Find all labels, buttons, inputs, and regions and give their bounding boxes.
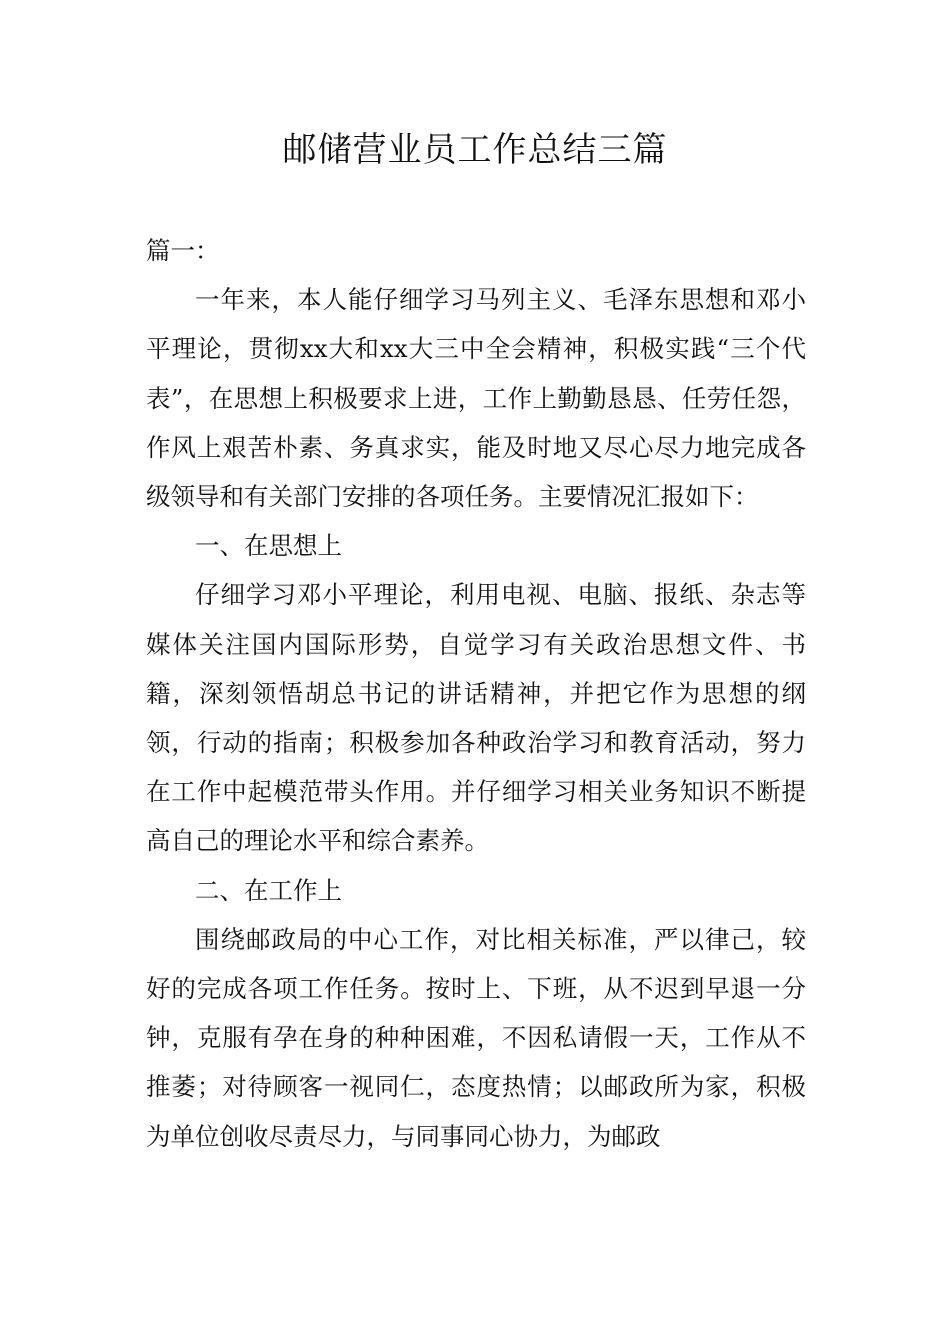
section-label: 篇一：: [146, 236, 220, 265]
heading-thought: 一、在思想上: [195, 531, 342, 561]
document-title: 邮储营业员工作总结三篇: [282, 130, 668, 170]
document-body: [146, 226, 806, 1161]
paragraph-intro: 一年来，本人能仔细学习马列主义、毛泽东思想和邓小平理论，贯彻xx大和xx大三中全会精神，积极实践“三个代表”，在思想上积极要求上进，工作上勤勤恳恳、任劳任怨，作风上艰苦朴素、务真求实，能及时地又尽心尽力地完成各级领导和有关部门安排的各项任务。主要情况汇报如下：: [146, 285, 806, 512]
paragraph-work: 围绕邮政局的中心工作，对比相关标准，严以律己，较好的完成各项工作任务。按时上、下班，从不迟到早退一分钟，克服有孕在身的种种困难，不因私请假一天，工作从不推萎；对待顾客一视同仁，态度热情；以邮政所为家，积极为单位创收尽责尽力，与同事同心协力，为邮政: [146, 924, 806, 1151]
paragraph-thought: 仔细学习邓小平理论，利用电视、电脑、报纸、杂志等媒体关注国内国际形势，自觉学习有关政治思想文件、书籍，深刻领悟胡总书记的讲话精神，并把它作为思想的纲领，行动的指南；积极参加各种政治学习和教育活动，努力在工作中起模范带头作用。并仔细学习相关业务知识不断提高自己的理论水平和综合素养。: [146, 580, 806, 856]
heading-work: 二、在工作上: [195, 875, 342, 905]
